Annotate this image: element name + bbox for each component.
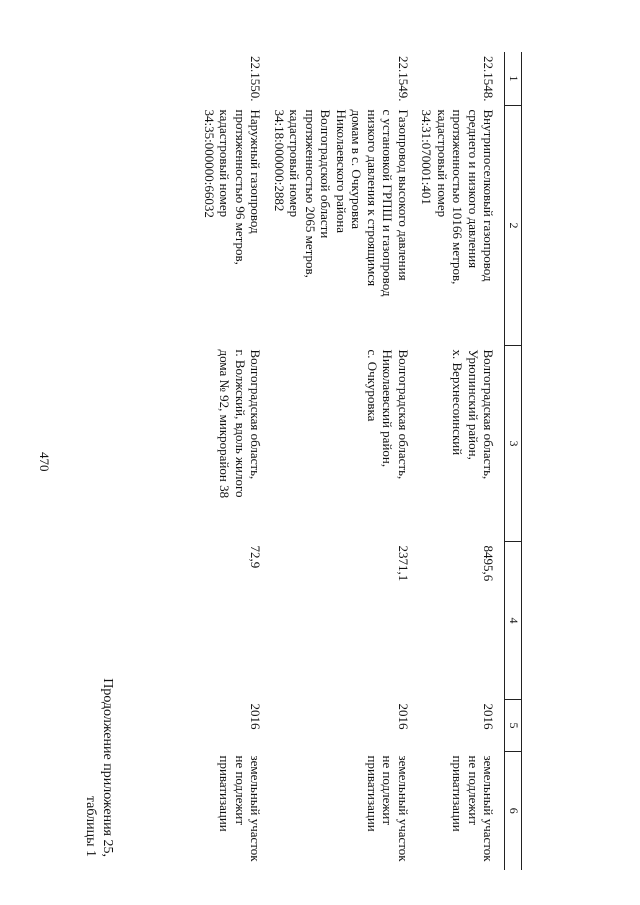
row-number: 22.1549. bbox=[396, 56, 411, 102]
header-cell: 2 bbox=[505, 106, 522, 346]
note-line: приватизации bbox=[217, 755, 233, 832]
note-cell bbox=[419, 752, 505, 870]
object-name-line: домам в с. Очкуровка bbox=[349, 109, 365, 229]
object-name-line: 34:18:000000:2882 bbox=[272, 109, 287, 212]
header-cell: 5 bbox=[505, 700, 522, 752]
note-line: приватизации bbox=[450, 755, 466, 832]
year-cell: 2016 bbox=[248, 703, 264, 730]
caption-line-1: Продолжение приложения 25, bbox=[100, 678, 115, 857]
address-line: дома № 92, микрорайон 38 bbox=[217, 349, 233, 499]
address-line: Николаевский район, bbox=[380, 349, 396, 468]
table-caption bbox=[82, 678, 116, 857]
value-cell: 72,9 bbox=[248, 545, 264, 569]
row-number: 22.1548. bbox=[481, 56, 497, 102]
year-cell: 2016 bbox=[481, 703, 497, 730]
note-line: земельный участок bbox=[396, 755, 411, 862]
object-name-line: кадастровый номер bbox=[287, 109, 303, 218]
note-line: земельный участок bbox=[481, 755, 497, 862]
note-line: приватизации bbox=[365, 755, 380, 832]
note-line: земельный участок bbox=[248, 755, 264, 862]
object-name-cell bbox=[202, 106, 272, 346]
address-line: Волгоградская область, bbox=[396, 349, 411, 480]
header-row bbox=[505, 52, 522, 870]
object-name-line: кадастровый номер bbox=[217, 109, 233, 218]
address-cell bbox=[419, 346, 505, 542]
object-name-line: Внутрипоселковый газопровод bbox=[481, 109, 497, 282]
address-cell bbox=[202, 346, 272, 542]
object-name-line: низкого давления к строящимся bbox=[365, 109, 380, 287]
page-number: 470 bbox=[37, 452, 52, 472]
property-table bbox=[202, 52, 523, 870]
object-name-line: Волгоградской области bbox=[318, 109, 334, 239]
note-line: не подлежит bbox=[233, 755, 248, 826]
object-name-line: Наружный газопровод bbox=[248, 109, 264, 234]
row-number: 22.1550. bbox=[248, 56, 264, 102]
object-name-line: Газопровод высокого давления bbox=[396, 109, 411, 281]
caption-line-2: таблицы 1 bbox=[83, 795, 98, 857]
object-name-line: кадастровый номер bbox=[435, 109, 450, 218]
address-line: с. Очкуровка bbox=[365, 349, 380, 422]
object-name-line: Николаевского района bbox=[334, 109, 349, 234]
object-name-line: протяженностью 2065 метров, bbox=[303, 109, 318, 278]
header-cell: 3 bbox=[505, 346, 522, 542]
header-cell: 4 bbox=[505, 542, 522, 700]
object-name-cell bbox=[272, 106, 420, 346]
table-row bbox=[202, 52, 272, 870]
address-line: Волгоградская область, bbox=[248, 349, 264, 480]
object-name-line: 34:35:000000:66032 bbox=[202, 109, 217, 218]
header-cell: 1 bbox=[505, 52, 522, 106]
object-name-line: протяженностью 10166 метров, bbox=[450, 109, 466, 285]
object-name-cell bbox=[419, 106, 505, 346]
object-name-line: с установкой ГРПШ и газопровод bbox=[380, 109, 396, 297]
value-cell: 8495,6 bbox=[481, 545, 497, 582]
note-cell bbox=[202, 752, 272, 870]
note-cell bbox=[272, 752, 420, 870]
address-line: Урюпинский район, bbox=[466, 349, 481, 460]
value-cell: 2371,1 bbox=[396, 545, 411, 582]
table-row bbox=[419, 52, 505, 870]
object-name-line: среднего и низкого давления bbox=[466, 109, 481, 269]
address-line: г. Волжский, вдоль жилого bbox=[233, 349, 248, 498]
address-line: х. Верхнесоинский bbox=[450, 349, 466, 456]
object-name-line: 34:31:070001:401 bbox=[419, 109, 435, 205]
header-cell: 6 bbox=[505, 752, 522, 870]
table-row bbox=[272, 52, 420, 870]
address-cell bbox=[272, 346, 420, 542]
note-line: не подлежит bbox=[466, 755, 481, 826]
note-line: не подлежит bbox=[380, 755, 396, 826]
object-name-line: протяженностью 96 метров, bbox=[233, 109, 248, 265]
address-line: Волгоградская область, bbox=[481, 349, 497, 480]
year-cell: 2016 bbox=[396, 703, 411, 730]
